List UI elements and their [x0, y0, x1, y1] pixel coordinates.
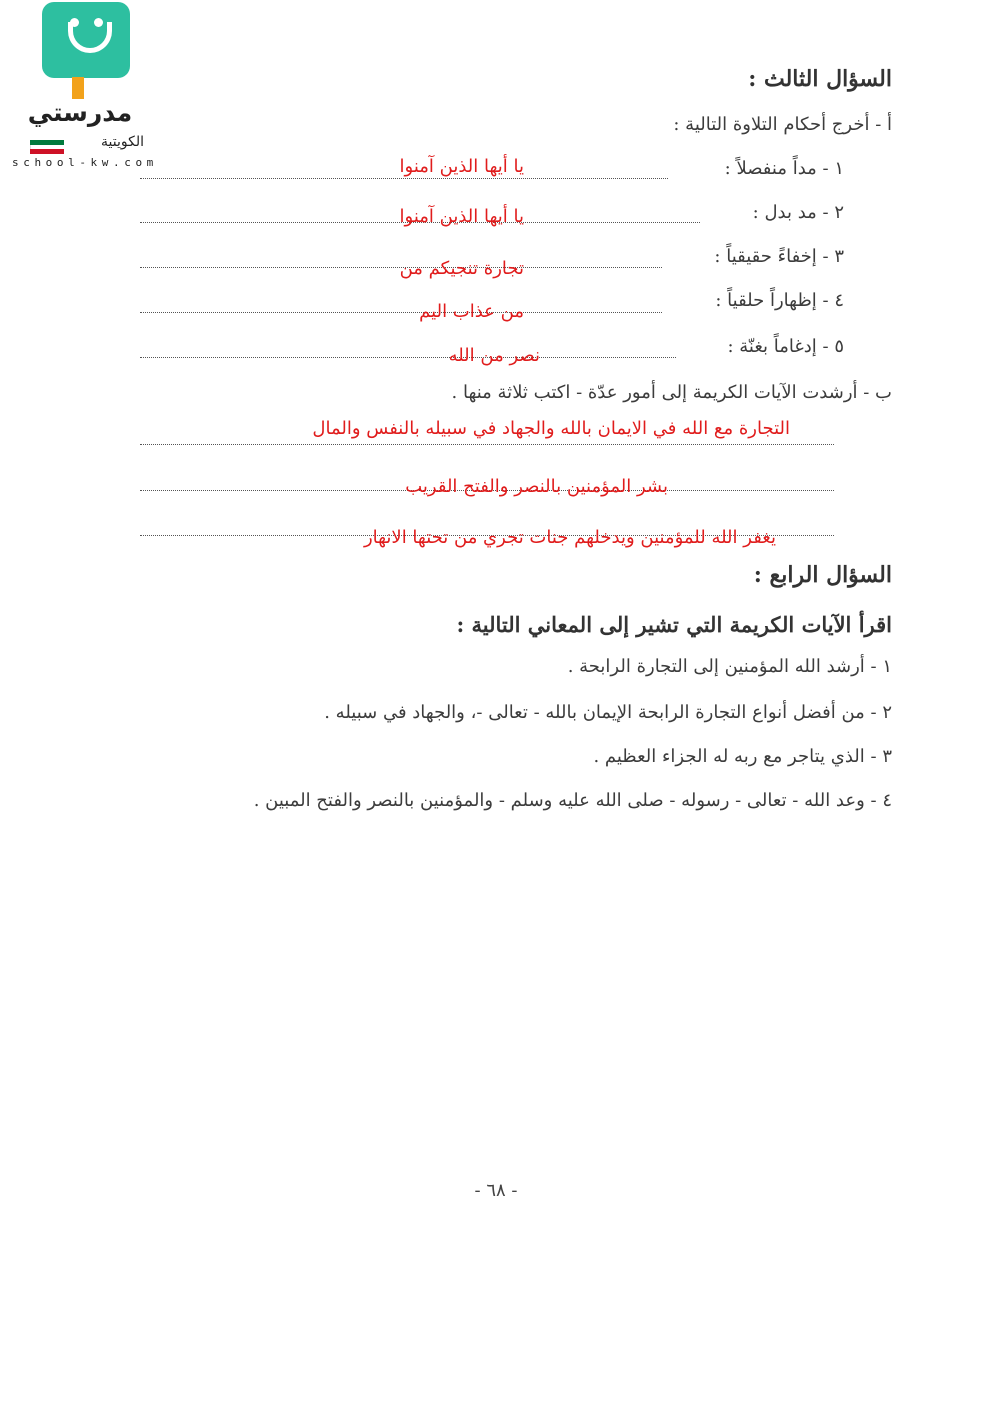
answer-3: تجارة تنجيكم من [399, 258, 524, 279]
answer-5: نصر من الله [448, 345, 540, 366]
q3-a-item-3: ٣ - إخفاءً حقيقياً : [714, 246, 844, 267]
q4-title: السؤال الرابع : [753, 562, 892, 588]
q4-instruction: اقرأ الآيات الكريمة التي تشير إلى المعاني التالية : [456, 612, 892, 637]
logo-bookmark [72, 77, 84, 99]
answer-line-5 [140, 357, 676, 358]
q4-item-3: ٣ - الذي يتاجر مع ربه له الجزاء العظيم . [593, 746, 892, 767]
answer-1: يا أيها الذين آمنوا [399, 156, 524, 177]
q3-a-item-4: ٤ - إظهاراً حلقياً : [715, 290, 844, 311]
logo-url: school-kw.com [12, 156, 158, 169]
q3-part-a-label: أ - أخرج أحكام التلاوة التالية : [673, 114, 892, 135]
answer-b1: التجارة مع الله في الايمان بالله والجهاد في سبيله بالنفس والمال [312, 418, 790, 439]
logo-name: مدرستي [27, 98, 133, 127]
logo-tile [42, 2, 130, 78]
answer-line-b1 [140, 444, 834, 445]
answer-4: من عذاب اليم [419, 301, 524, 322]
logo-smile-icon [68, 22, 112, 53]
q4-item-1: ١ - أرشد الله المؤمنين إلى التجارة الرابحة . [567, 656, 892, 677]
answer-b2: بشر المؤمنين بالنصر والفتح القريب [405, 476, 668, 497]
q3-a-item-2: ٢ - مد بدل : [752, 202, 844, 223]
answer-line-4 [140, 312, 662, 313]
answer-line-1 [140, 178, 668, 179]
q3-a-item-1: ١ - مداً منفصلاً : [724, 158, 844, 179]
q3-part-b-label: ب - أرشدت الآيات الكريمة إلى أمور عدّة - اكتب ثلاثة منها . [451, 382, 892, 403]
q3-a-item-5: ٥ - إدغاماً بغنّة : [727, 336, 844, 357]
kuwait-flag-icon [30, 140, 64, 154]
page-number: - ٦٨ - [474, 1180, 518, 1201]
q3-title: السؤال الثالث : [748, 66, 892, 92]
logo-subtitle: الكويتية [101, 134, 144, 150]
q4-item-4: ٤ - وعد الله - تعالى - رسوله - صلى الله عليه وسلم - والمؤمنين بالنصر والفتح المبين . [253, 790, 892, 811]
q4-item-2: ٢ - من أفضل أنواع التجارة الرابحة الإيمان بالله - تعالى -، والجهاد في سبيله . [324, 702, 892, 723]
answer-2: يا أيها الذين آمنوا [399, 206, 524, 227]
answer-b3: يغفر الله للمؤمنين ويدخلهم جنات تجري من تحتها الانهار [363, 527, 776, 548]
